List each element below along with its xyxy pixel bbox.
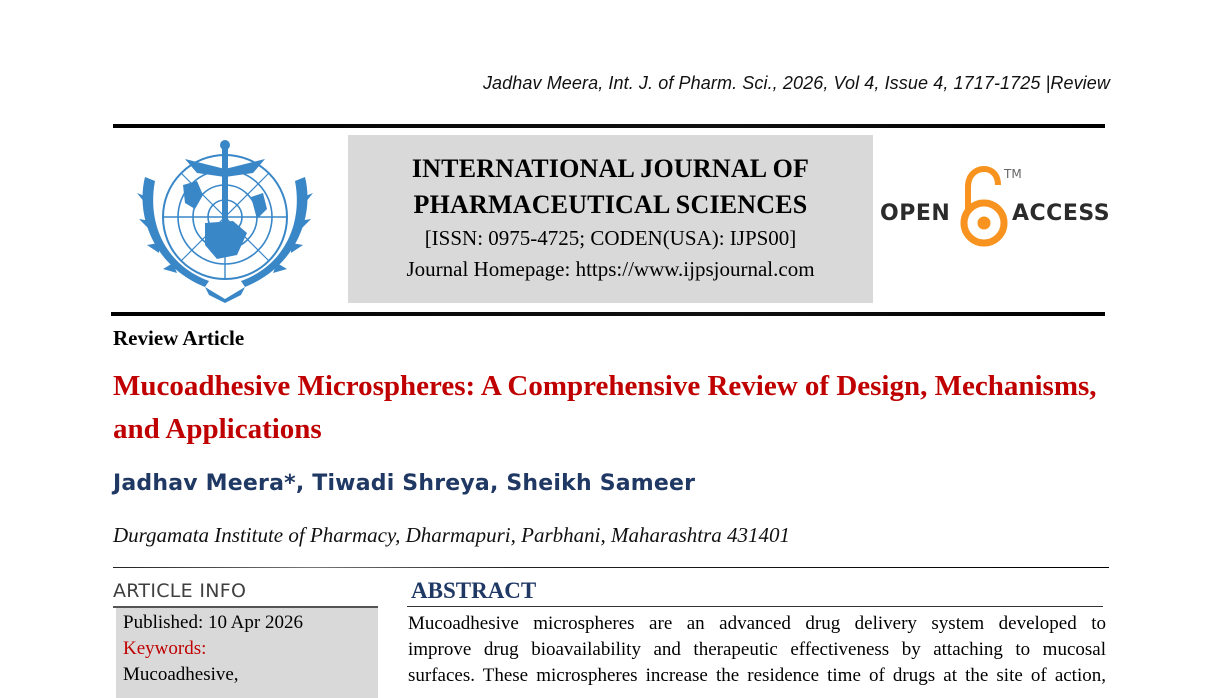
keywords-label: Keywords: xyxy=(123,638,207,659)
journal-name xyxy=(348,151,873,223)
abstract-line: Mucoadhesive microspheres are an advanced drug delivery system developed to xyxy=(408,613,1106,634)
trademark-mark: TM xyxy=(1004,167,1022,181)
open-access-access-text: ACCESS xyxy=(1012,201,1111,226)
running-header: Jadhav Meera, Int. J. of Pharm. Sci., 2026, Vol 4, Issue 4, 1717-1725 |Review xyxy=(482,73,1110,93)
abstract-body xyxy=(408,611,1106,689)
un-caduceus-emblem-icon xyxy=(125,137,325,307)
section-divider xyxy=(113,567,1109,568)
article-type: Review Article xyxy=(113,326,245,350)
journal-homepage: Journal Homepage: https://www.ijpsjournal.com xyxy=(406,257,815,281)
journal-masthead-box xyxy=(348,135,873,303)
abstract-line: improve drug bioavailability and therapeutic effectiveness by attaching to mucosal xyxy=(408,639,1106,660)
abstract-line: surfaces. These microspheres increase the residence time of drugs at the site of action, xyxy=(408,665,1106,686)
keyword-item: Mucoadhesive, xyxy=(123,664,239,685)
abstract-heading: ABSTRACT xyxy=(411,578,537,603)
header-rule-bottom xyxy=(111,312,1105,316)
open-access-open-text: OPEN xyxy=(880,201,951,226)
journal-issn: [ISSN: 0975-4725; CODEN(USA): IJPS00] xyxy=(424,226,797,250)
article-authors: Jadhav Meera*, Tiwadi Shreya, Sheikh Sameer xyxy=(113,471,696,496)
journal-name-line2: PHARMACEUTICAL SCIENCES xyxy=(413,190,808,219)
abstract-rule xyxy=(407,606,1103,607)
article-title: Mucoadhesive Microspheres: A Comprehensive Review of Design, Mechanisms, and Applications xyxy=(113,370,1097,445)
author-affiliation: Durgamata Institute of Pharmacy, Dharmapuri, Parbhani, Maharashtra 431401 xyxy=(113,523,791,547)
open-access-logo xyxy=(880,165,1110,250)
header-rule-top xyxy=(113,124,1105,128)
article-info-box xyxy=(116,608,378,698)
published-date: Published: 10 Apr 2026 xyxy=(123,612,303,633)
article-info-heading: ARTICLE INFO xyxy=(113,580,247,602)
journal-name-line1: INTERNATIONAL JOURNAL OF xyxy=(411,154,810,183)
